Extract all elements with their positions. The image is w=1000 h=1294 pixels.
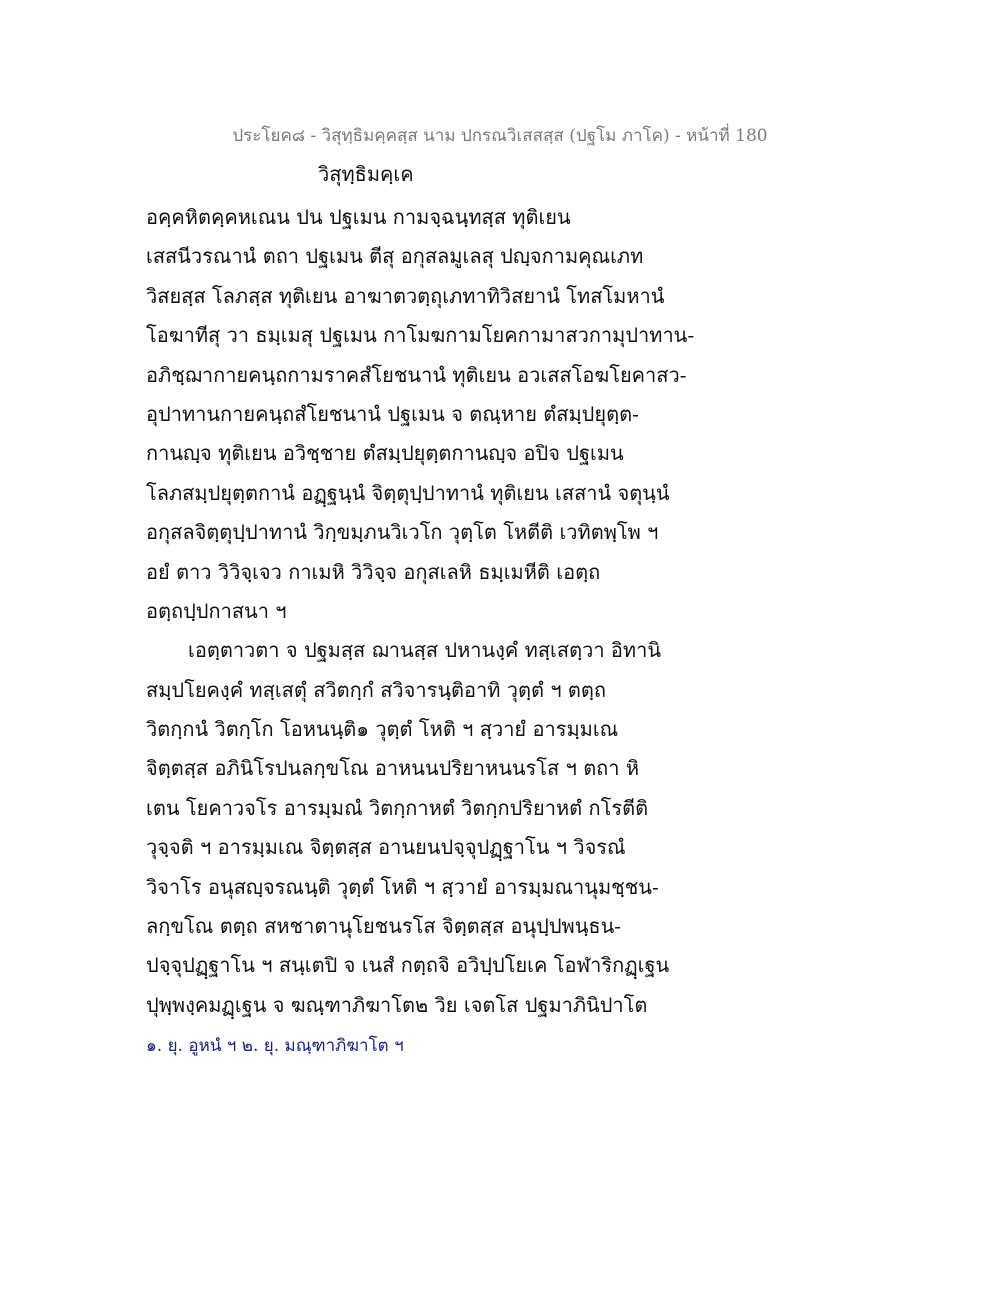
page-header: ประโยค๘ - วิสุทฺธิมคฺคสฺส นาม ปกรณวิเสสสฺส (ปฐโม ภาโค) - หน้าที่ 180 bbox=[232, 126, 768, 146]
text-line: ปจฺจุปฏฺฐาโน ฯ สนฺเตปิ จ เนสํ กตฺถจิ อวิปฺปโยเค โอฬาริกฏฺเฐน bbox=[146, 953, 670, 978]
text-line: อุปาทานกายคนฺถสํโยชนานํ ปฐเมน จ ตณฺหาย ตํสมฺปยุตฺต- bbox=[146, 401, 639, 426]
section-title: วิสุทฺธิมคฺเค bbox=[318, 162, 414, 186]
text-line: อยํ ตาว วิวิจฺเจว กาเมหิ วิวิจฺจ อกุสเลหิ ธมฺเมหีติ เอตฺถ bbox=[146, 559, 601, 584]
text-line: เตน โยคาวจโร อารมฺมณํ วิตกฺกาหตํ วิตกฺกปริยาหตํ กโรตีติ bbox=[146, 795, 649, 820]
text-line: วิจาโร อนุสญฺจรณนฺติ วุตฺตํ โหติ ฯ สฺวายํ อารมฺมณานุมชฺชน- bbox=[146, 874, 659, 899]
text-line: วิสยสฺส โลภสฺส ทุติเยน อาฆาตวตฺถุเภทาทิวิสยานํ โทสโมหานํ bbox=[146, 283, 665, 308]
text-line: อคฺคหิตคฺคหเณน ปน ปฐเมน กามจฺฉนฺทสฺส ทุติเยน bbox=[146, 205, 571, 229]
text-line: อตฺถปฺปกาสนา ฯ bbox=[146, 598, 287, 623]
text-line: จิตฺตสฺส อภินิโรปนลกฺขโณ อาหนนปริยาหนนรโส ฯ ตถา หิ bbox=[146, 756, 640, 781]
text-line: โลภสมฺปยุตฺตกานํ อฏฺฐนฺนํ จิตฺตุปฺปาทานํ ทุติเยน เสสานํ จตุนฺนํ bbox=[146, 480, 670, 505]
text-line: วุจฺจติ ฯ อารมฺมเณ จิตฺตสฺส อานยนปจฺจุปฏฺฐาโน ฯ วิจรณํ bbox=[146, 835, 626, 860]
text-line: โอฆาทีสุ วา ธมฺเมสุ ปฐเมน กาโมฆกามโยคกามาสวกามุปาทาน- bbox=[146, 323, 695, 348]
text-line: ปุพฺพงฺคมฏฺเฐน จ ฆณฺฑาภิฆาโต๒ วิย เจตโส ปฐมาภินิปาโต bbox=[146, 992, 648, 1017]
text-line: สมฺปโยคงฺคํ ทสฺเสตุํ สวิตกฺกํ สวิจารนฺติอาทิ วุตฺตํ ฯ ตตฺถ bbox=[146, 677, 607, 702]
text-line: เสสนีวรณานํ ตถา ปฐเมน ตีสุ อกุสลมูเลสุ ปญฺจกามคุณเภท bbox=[146, 244, 644, 269]
body-text bbox=[146, 198, 866, 1025]
text-line: ลกฺขโณ ตตฺถ สหชาตานุโยชนรโส จิตฺตสฺส อนุปฺปพนฺธน- bbox=[146, 914, 622, 939]
text-line: อกุสลจิตฺตุปฺปาทานํ วิกฺขมฺภนวิเวโก วุตฺโต โหตีติ เวทิตพฺโพ ฯ bbox=[146, 520, 659, 545]
text-line: อภิชฺฌากายคนฺถกามราคสํโยชนานํ ทุติเยน อวเสสโอฆโยคาสว- bbox=[146, 362, 687, 387]
text-line: กานญฺจ ทุติเยน อวิชฺชาย ตํสมฺปยุตฺตกานญฺจ อปิจ ปฐเมน bbox=[146, 441, 624, 466]
text-line: วิตกฺกนํ วิตกฺโก โอหนนฺติ๑ วุตฺตํ โหติ ฯ สฺวายํ อารมฺมเณ bbox=[146, 717, 619, 742]
paragraph-start-line: เอตฺตาวตา จ ปฐมสฺส ฌานสฺส ปหานงฺคํ ทสฺเสตฺวา อิทานิ bbox=[188, 638, 662, 663]
footnote: ๑. ยุ. อูหนํ ฯ ๒. ยุ. มณฺฑาภิฆาโต ฯ bbox=[146, 1036, 404, 1056]
